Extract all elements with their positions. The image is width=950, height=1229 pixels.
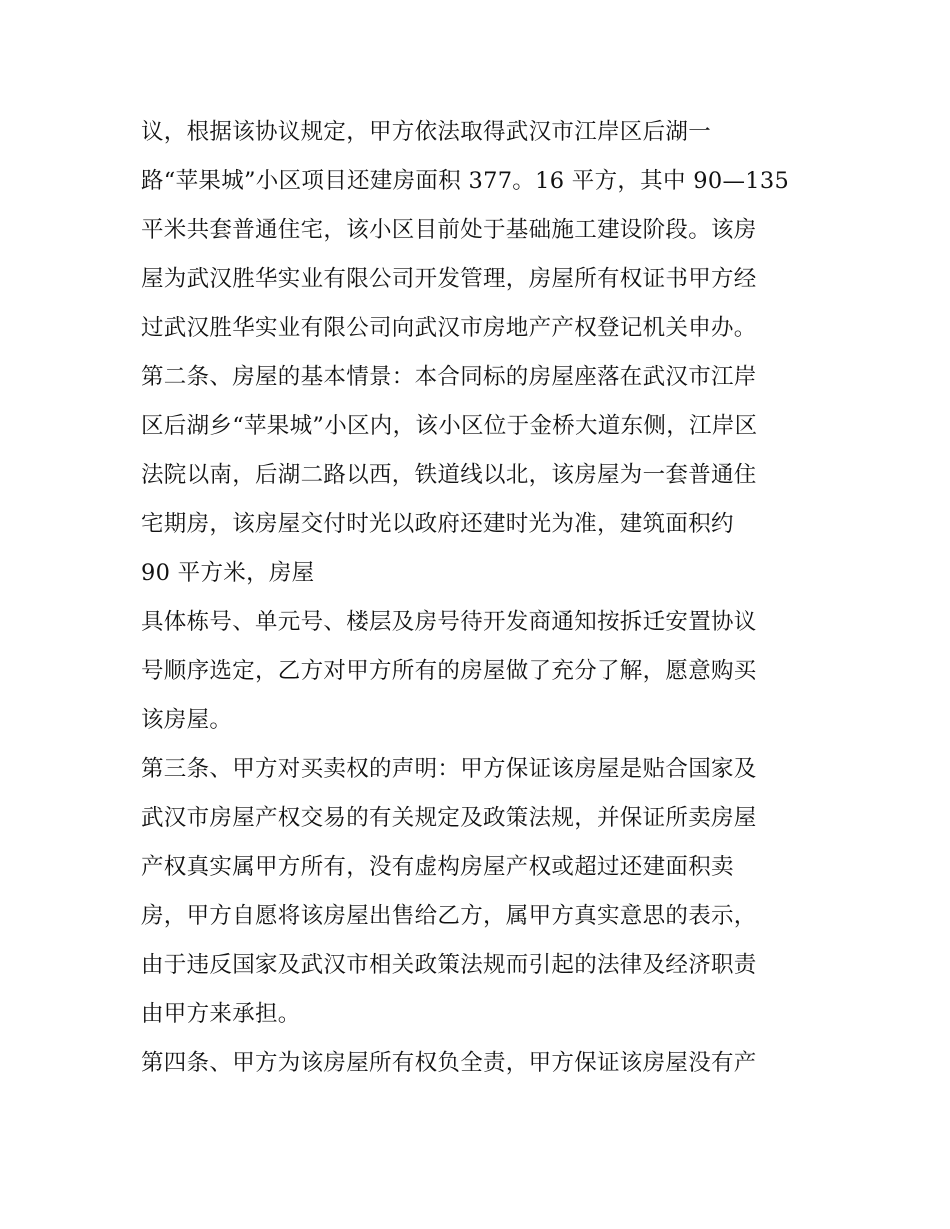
text-line: 路“苹果城”小区项目还建房面积 377。16 平方，其中 90—135 xyxy=(141,168,790,194)
text-line: 法院以南，后湖二路以西，铁道线以北，该房屋为一套普通住 xyxy=(141,462,757,488)
text-line: 由甲方来承担。 xyxy=(141,1001,301,1027)
text-line: 武汉市房屋产权交易的有关规定及政策法规，并保证所卖房屋 xyxy=(141,805,757,831)
text-line: 区后湖乡“苹果城”小区内，该小区位于金桥大道东侧，江岸区 xyxy=(141,413,758,439)
contract-text xyxy=(141,108,841,1088)
text-line: 第二条、房屋的基本情景：本合同标的房屋座落在武汉市江岸 xyxy=(141,364,757,390)
text-line: 过武汉胜华实业有限公司向武汉市房地产产权登记机关申办。 xyxy=(141,315,757,341)
text-line: 第四条、甲方为该房屋所有权负全责，甲方保证该房屋没有产 xyxy=(141,1050,757,1076)
text-line: 平米共套普通住宅，该小区目前处于基础施工建设阶段。该房 xyxy=(141,217,757,243)
text-line: 宅期房，该房屋交付时光以政府还建时光为准，建筑面积约 xyxy=(141,511,734,537)
text-line: 产权真实属甲方所有，没有虚构房屋产权或超过还建面积卖 xyxy=(141,854,734,880)
text-line: 90 平方米，房屋 xyxy=(141,560,315,586)
text-line: 具体栋号、单元号、楼层及房号待开发商通知按拆迁安置协议 xyxy=(141,609,757,635)
text-line: 议，根据该协议规定，甲方依法取得武汉市江岸区后湖一 xyxy=(141,119,712,145)
text-line: 号顺序选定，乙方对甲方所有的房屋做了充分了解，愿意购买 xyxy=(141,658,757,684)
text-line: 屋为武汉胜华实业有限公司开发管理，房屋所有权证书甲方经 xyxy=(141,266,757,292)
text-line: 房，甲方自愿将该房屋出售给乙方，属甲方真实意思的表示， xyxy=(141,903,757,929)
text-line: 该房屋。 xyxy=(141,707,233,733)
text-line: 由于违反国家及武汉市相关政策法规而引起的法律及经济职责 xyxy=(141,952,757,978)
text-line: 第三条、甲方对买卖权的声明：甲方保证该房屋是贴合国家及 xyxy=(141,756,757,782)
